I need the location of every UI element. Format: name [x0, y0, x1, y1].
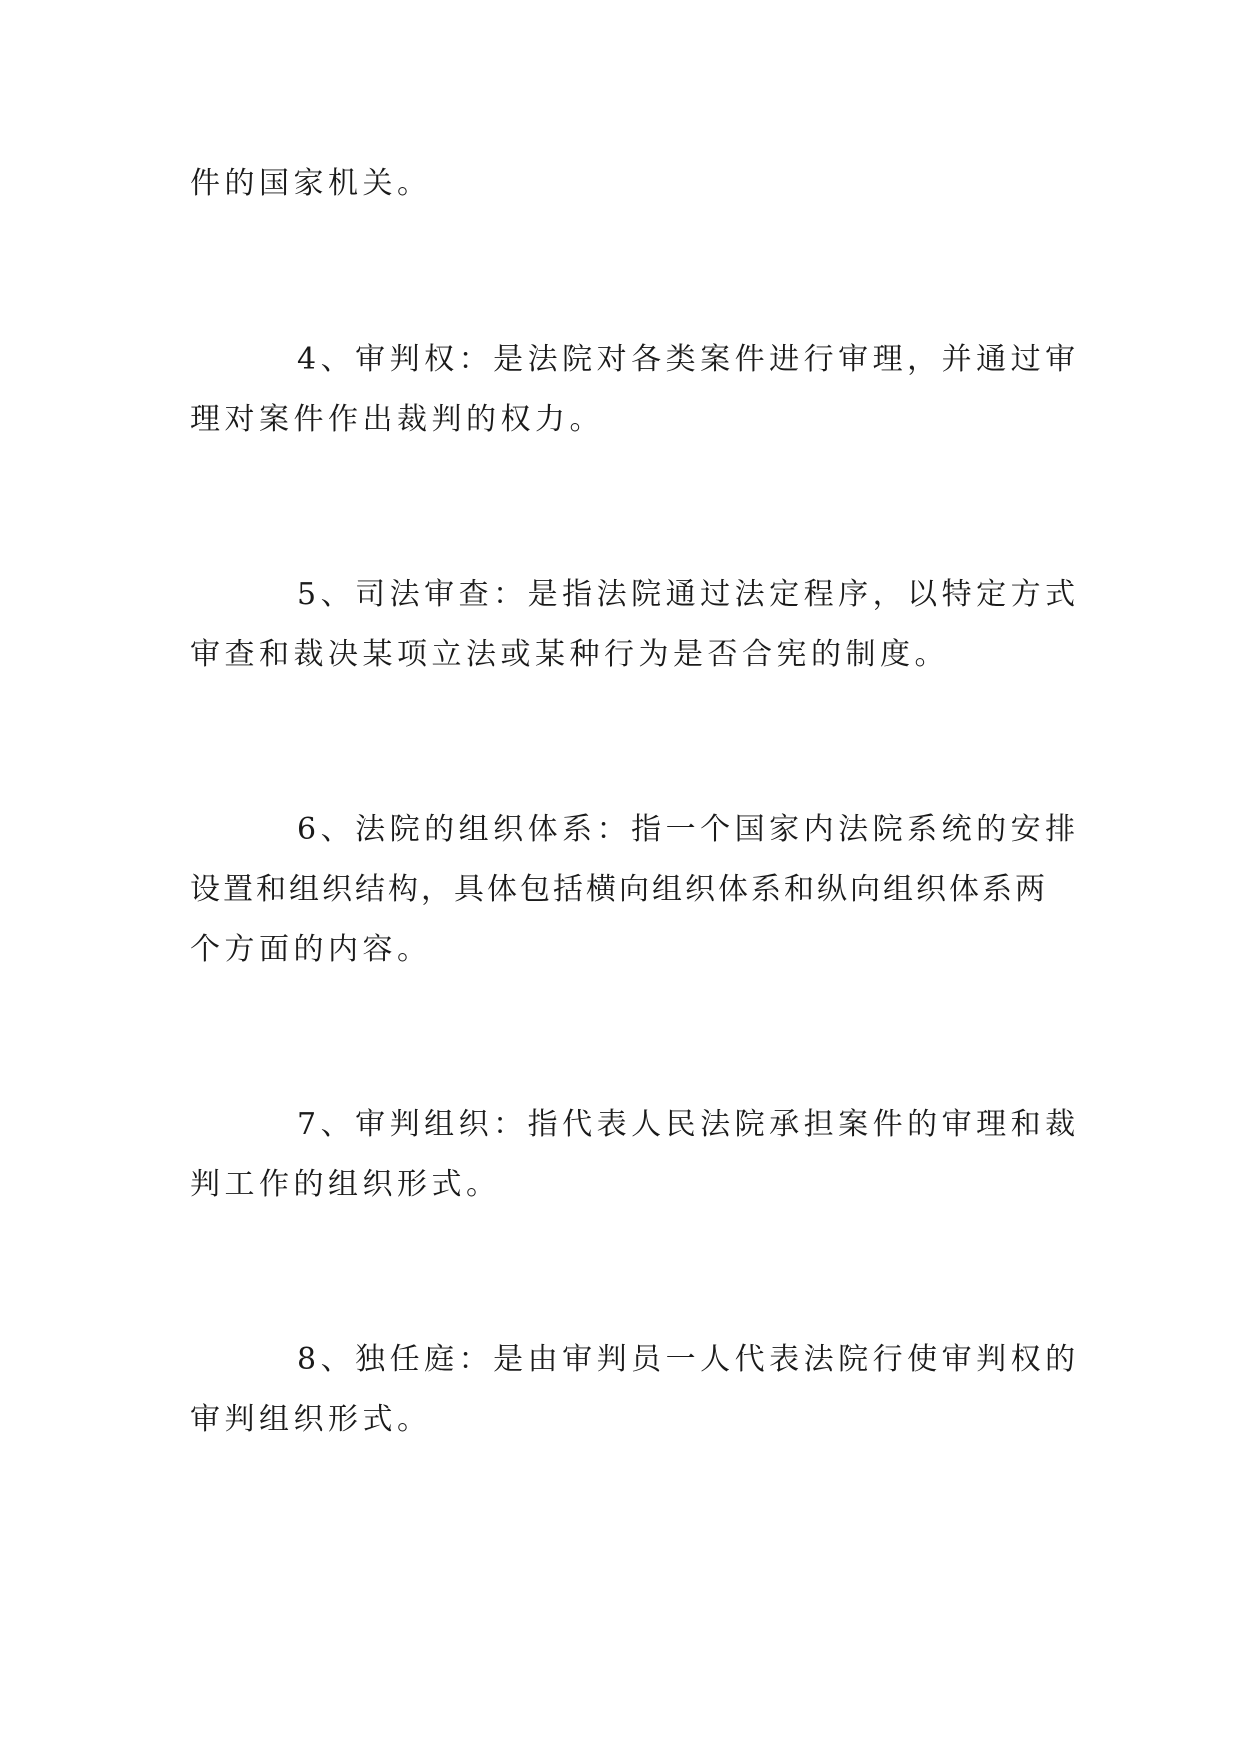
paragraph-7-line-1: 7、审判组织：指代表人民法院承担案件的审理和裁: [297, 1107, 1080, 1142]
paragraph-7-line-2: 判工作的组织形式。: [190, 1167, 501, 1202]
paragraph-4-line-2: 理对案件作出裁判的权力。: [190, 402, 604, 437]
paragraph-6-line-2: 设置和组织结构，具体包括横向组织体系和纵向组织体系两: [190, 872, 1048, 907]
paragraph-5-line-1: 5、司法审查：是指法院通过法定程序，以特定方式: [297, 577, 1080, 612]
paragraph-8-line-1: 8、独任庭：是由审判员一人代表法院行使审判权的: [297, 1342, 1080, 1377]
paragraph-6-line-1: 6、法院的组织体系：指一个国家内法院系统的安排: [297, 812, 1080, 847]
paragraph-8-line-2: 审判组织形式。: [190, 1402, 432, 1437]
paragraph-4-line-1: 4、审判权：是法院对各类案件进行审理，并通过审: [297, 342, 1080, 377]
paragraph-6-line-3: 个方面的内容。: [190, 932, 432, 967]
paragraph-5-line-2: 审查和裁决某项立法或某种行为是否合宪的制度。: [190, 637, 949, 672]
paragraph-continuation-line-1: 件的国家机关。: [190, 166, 432, 201]
